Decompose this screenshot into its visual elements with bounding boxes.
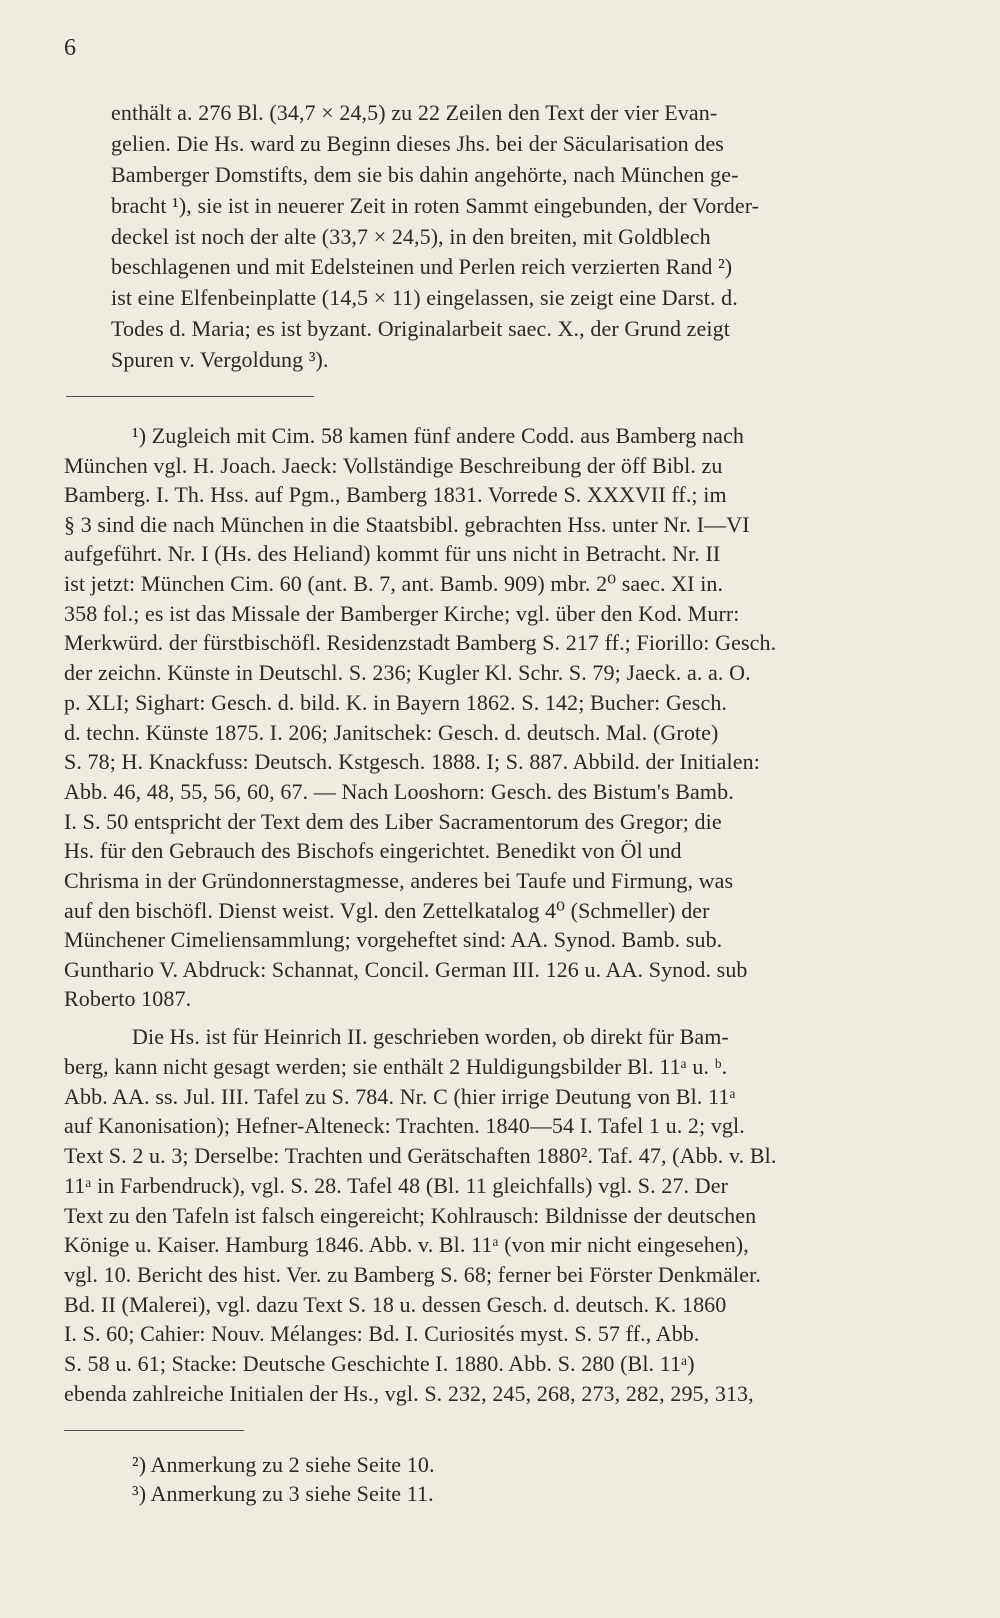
footnote-line: Könige u. Kaiser. Hamburg 1846. Abb. v. Bl. 11ᵃ (von mir nicht eingesehen), — [64, 1232, 749, 1257]
footnote-line: aufgeführt. Nr. I (Hs. des Heliand) kommt für uns nicht in Betracht. Nr. II — [64, 541, 721, 566]
separator-rule — [66, 396, 314, 397]
footnote-line: Bd. II (Malerei), vgl. dazu Text S. 18 u. dessen Gesch. d. deutsch. K. 1860 — [64, 1292, 727, 1317]
footnote-line: I. S. 50 entspricht der Text dem des Liber Sacramentorum des Gregor; die — [64, 809, 722, 834]
footnote-line: berg, kann nicht gesagt werden; sie enthält 2 Huldigungsbilder Bl. 11ᵃ u. ᵇ. — [64, 1054, 728, 1079]
footnote-line: Hs. für den Gebrauch des Bischofs eingerichtet. Benedikt von Öl und — [64, 838, 682, 863]
main-line: Bamberger Domstifts, dem sie bis dahin angehörte, nach München ge- — [111, 162, 739, 187]
footnote-line: § 3 sind die nach München in die Staatsbibl. gebrachten Hss. unter Nr. I—VI — [64, 512, 750, 537]
footnote-line: Text zu den Tafeln ist falsch eingereicht; Kohlrausch: Bildnisse der deutschen — [64, 1203, 757, 1228]
main-line: ist eine Elfenbeinplatte (14,5 × 11) eingelassen, sie zeigt eine Darst. d. — [111, 285, 738, 310]
footnote-line: p. XLI; Sighart: Gesch. d. bild. K. in Bayern 1862. S. 142; Bucher: Gesch. — [64, 690, 728, 715]
main-line: beschlagenen und mit Edelsteinen und Perlen reich verzierten Rand ²) — [111, 254, 733, 279]
main-line: bracht ¹), sie ist in neuerer Zeit in roten Sammt eingebunden, der Vorder- — [111, 193, 760, 218]
footnote-line: ist jetzt: München Cim. 60 (ant. B. 7, ant. Bamb. 909) mbr. 2⁰ saec. XI in. — [64, 571, 724, 596]
footnote-line: Roberto 1087. — [64, 986, 192, 1011]
footnote-line: 11ᵃ in Farbendruck), vgl. S. 28. Tafel 48 (Bl. 11 gleichfalls) vgl. S. 27. Der — [64, 1173, 729, 1198]
footnote-line: S. 78; H. Knackfuss: Deutsch. Kstgesch. 1888. I; S. 887. Abbild. der Initialen: — [64, 749, 760, 774]
main-line: Spuren v. Vergoldung ³). — [111, 347, 329, 372]
footnote-line: auf Kanonisation); Hefner-Alteneck: Trachten. 1840—54 I. Tafel 1 u. 2; vgl. — [64, 1113, 745, 1138]
footnote-line: Abb. AA. ss. Jul. III. Tafel zu S. 784. Nr. C (hier irrige Deutung von Bl. 11ᵃ — [64, 1084, 736, 1109]
footnote-line: auf den bischöfl. Dienst weist. Vgl. den Zettelkatalog 4⁰ (Schmeller) der — [64, 898, 710, 923]
footnote-line: Merkwürd. der fürstbischöfl. Residenzstadt Bamberg S. 217 ff.; Fiorillo: Gesch. — [64, 630, 777, 655]
footnote-line: der zeichn. Künste in Deutschl. S. 236; Kugler Kl. Schr. S. 79; Jaeck. a. a. O. — [64, 660, 751, 685]
footnote-line: d. techn. Künste 1875. I. 206; Janitschek: Gesch. d. deutsch. Mal. (Grote) — [64, 720, 719, 745]
main-line: enthält a. 276 Bl. (34,7 × 24,5) zu 22 Zeilen den Text der vier Evan- — [111, 100, 718, 125]
footnote-line: Gunthario V. Abdruck: Schannat, Concil. German III. 126 u. AA. Synod. sub — [64, 957, 748, 982]
footnote-line: vgl. 10. Bericht des hist. Ver. zu Bamberg S. 68; ferner bei Förster Denkmäler. — [64, 1262, 761, 1287]
footnote-line: Text S. 2 u. 3; Derselbe: Trachten und Gerätschaften 1880². Taf. 47, (Abb. v. Bl. — [64, 1143, 777, 1168]
main-line: gelien. Die Hs. ward zu Beginn dieses Jhs. bei der Säcularisation des — [111, 131, 724, 156]
footnote-line: S. 58 u. 61; Stacke: Deutsche Geschichte I. 1880. Abb. S. 280 (Bl. 11ᵃ) — [64, 1351, 695, 1376]
footnote-line: ³) Anmerkung zu 3 siehe Seite 11. — [132, 1481, 434, 1506]
footnote-line: Abb. 46, 48, 55, 56, 60, 67. — Nach Looshorn: Gesch. des Bistum's Bamb. — [64, 779, 734, 804]
footnote-line: 358 fol.; es ist das Missale der Bamberger Kirche; vgl. über den Kod. Murr: — [64, 601, 740, 626]
footnote-line: ²) Anmerkung zu 2 siehe Seite 10. — [132, 1452, 435, 1477]
footnote-line: Bamberg. I. Th. Hss. auf Pgm., Bamberg 1831. Vorrede S. XXXVII ff.; im — [64, 482, 727, 507]
footnote-line: Münchener Cimeliensammlung; vorgeheftet sind: AA. Synod. Bamb. sub. — [64, 927, 723, 952]
footnote-line: München vgl. H. Joach. Jaeck: Vollständige Beschreibung der öff Bibl. zu — [64, 453, 723, 478]
page-number: 6 — [64, 35, 76, 61]
footnote-line: Die Hs. ist für Heinrich II. geschrieben worden, ob direkt für Bam- — [132, 1024, 729, 1049]
separator-rule — [64, 1430, 244, 1431]
footnote-line: ebenda zahlreiche Initialen der Hs., vgl. S. 232, 245, 268, 273, 282, 295, 313, — [64, 1381, 754, 1406]
footnote-line: I. S. 60; Cahier: Nouv. Mélanges: Bd. I. Curiosités myst. S. 57 ff., Abb. — [64, 1321, 700, 1346]
footnote-line: Chrisma in der Gründonnerstagmesse, anderes bei Taufe und Firmung, was — [64, 868, 734, 893]
main-line: deckel ist noch der alte (33,7 × 24,5), in den breiten, mit Goldblech — [111, 224, 711, 249]
footnote-line: ¹) Zugleich mit Cim. 58 kamen fünf andere Codd. aus Bamberg nach — [132, 423, 744, 448]
main-line: Todes d. Maria; es ist byzant. Originalarbeit saec. X., der Grund zeigt — [111, 316, 730, 341]
